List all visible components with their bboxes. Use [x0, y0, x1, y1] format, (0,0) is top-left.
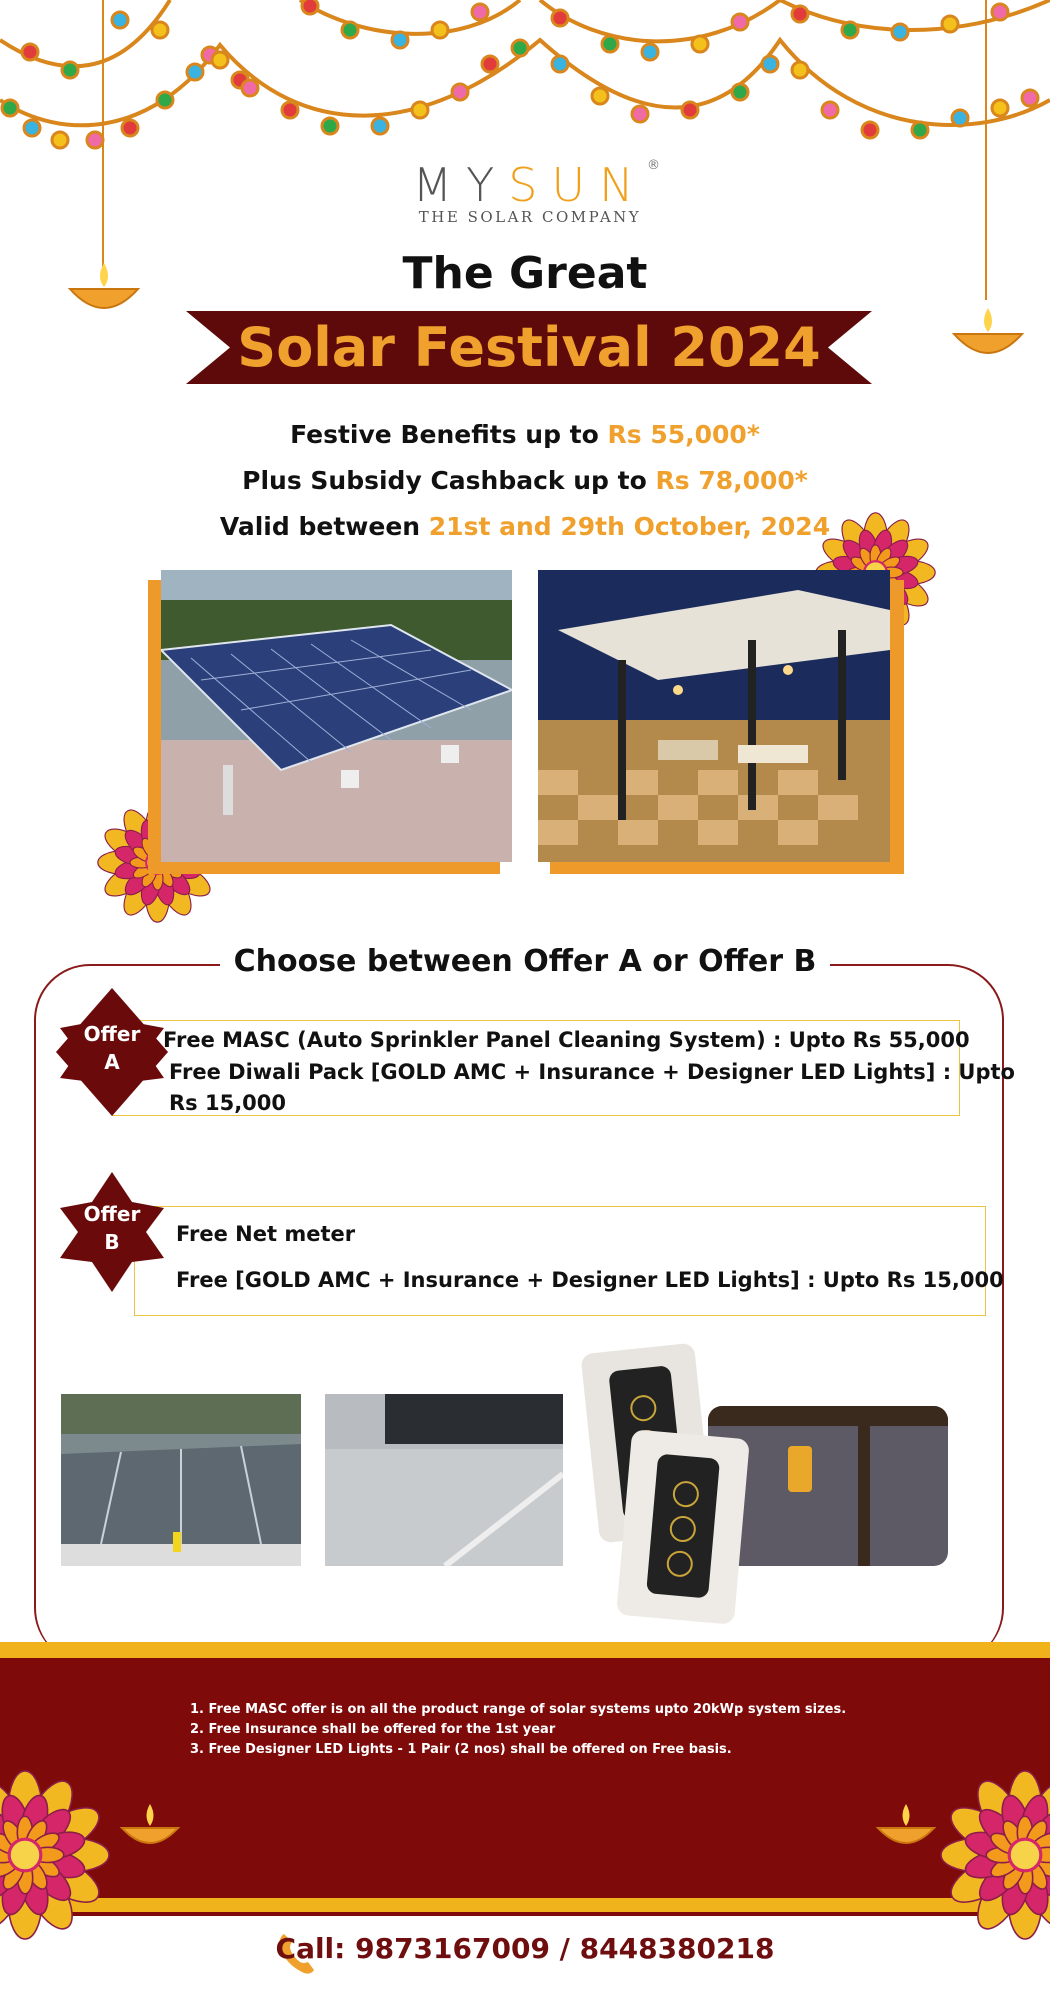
footer-band [0, 1642, 1050, 1916]
garland-bead [452, 84, 468, 100]
garland-bead [892, 24, 908, 40]
garland-bead [512, 40, 528, 56]
garland-bead [822, 102, 838, 118]
garland-bead [242, 80, 258, 96]
offer-a-line-3: Rs 15,000 [169, 1091, 287, 1115]
pergola-photo [538, 570, 890, 862]
garland-bead [152, 22, 168, 38]
offer-section-title: Choose between Offer A or Offer B [220, 944, 831, 979]
sprinkler-photo-1 [61, 1394, 301, 1566]
sprinkler-photo-2 [325, 1394, 563, 1566]
offer-a-line-1: Free MASC (Auto Sprinkler Panel Cleaning System) : Upto Rs 55,000 [163, 1028, 970, 1052]
offer-b-badge-label [56, 1200, 168, 1256]
garland-bead [552, 10, 568, 26]
garland-bead [732, 84, 748, 100]
garland-bead [602, 36, 618, 52]
garland-bead [212, 52, 228, 68]
garland-bead [87, 132, 103, 148]
logo-tagline: THE SOLAR COMPANY [418, 208, 642, 226]
garland-bead [592, 88, 608, 104]
garland-bead [482, 56, 498, 72]
benefit-prefix: Valid between [219, 512, 429, 541]
headline: The Great [402, 248, 648, 299]
garland-bead [942, 16, 958, 32]
benefit-line-2 [0, 466, 1050, 495]
garland-bead [692, 36, 708, 52]
garland-bead [762, 56, 778, 72]
rangoli-center [1009, 1839, 1041, 1871]
registered-mark: ® [647, 158, 660, 173]
diya-icon [874, 1800, 938, 1856]
garland-bead [282, 102, 298, 118]
garland-bead [62, 62, 78, 78]
garland-bead [992, 4, 1008, 20]
badge-letter: B [104, 1230, 120, 1254]
garland-bead [842, 22, 858, 38]
benefit-line-1 [0, 420, 1050, 449]
garland-bead [682, 102, 698, 118]
garland-bead [2, 100, 18, 116]
offer-a-line-2: Free Diwali Pack [GOLD AMC + Insurance + Designer LED Lights] : Upto [169, 1060, 1015, 1084]
garland-bead [992, 100, 1008, 116]
garland-bead [342, 22, 358, 38]
garland-bead [642, 44, 658, 60]
logo-text-my: MY [412, 158, 509, 212]
call-text[interactable]: Call: 9873167009 / 8448380218 [275, 1932, 775, 1965]
garland-bead [862, 122, 878, 138]
offer-b-line-1: Free Net meter [176, 1222, 356, 1246]
badge-letter: A [104, 1050, 120, 1074]
rangoli-icon [0, 1760, 120, 1950]
benefit-prefix: Festive Benefits up to [290, 420, 608, 449]
garland-bead [1022, 90, 1038, 106]
garland-bead [122, 120, 138, 136]
footer-stripe [0, 1898, 1050, 1912]
garland-bead [302, 0, 318, 14]
brand-logo [400, 158, 660, 226]
garland-bead [792, 6, 808, 22]
garland-bead [912, 122, 928, 138]
garland-bead [732, 14, 748, 30]
rangoli-center [9, 1839, 41, 1871]
garland-bead [472, 4, 488, 20]
garland-bead [952, 110, 968, 126]
benefit-highlight: 21st and 29th October, 2024 [428, 512, 831, 541]
diya-icon [948, 300, 1028, 380]
badge-word: Offer [83, 1022, 141, 1046]
note-1: 1. Free MASC offer is on all the product range of solar systems upto 20kWp system sizes. [190, 1702, 847, 1717]
garland-bead [322, 118, 338, 134]
diya-icon [118, 1800, 182, 1856]
banner-title: Solar Festival 2024 [237, 316, 821, 379]
badge-word: Offer [83, 1202, 141, 1226]
logo-text-sun: SUN [508, 158, 648, 212]
offer-b-line-2: Free [GOLD AMC + Insurance + Designer LED Lights] : Upto Rs 15,000 [176, 1268, 1004, 1292]
garland-bead [552, 56, 568, 72]
lamp-photo-2 [616, 1429, 750, 1625]
garland-bead [157, 92, 173, 108]
garland-bead [372, 118, 388, 134]
offer-a-badge-label [56, 1020, 168, 1076]
garland-bead [22, 44, 38, 60]
note-2: 2. Free Insurance shall be offered for the 1st year [190, 1722, 556, 1737]
rangoli-icon [930, 1760, 1050, 1950]
benefit-highlight: Rs 78,000* [655, 466, 808, 495]
garland-bead [792, 62, 808, 78]
garland-bead [632, 106, 648, 122]
garland-bead [52, 132, 68, 148]
garland-bead [432, 22, 448, 38]
footer-stripe [0, 1642, 1050, 1658]
garland-bead [412, 102, 428, 118]
garland-bead [187, 64, 203, 80]
benefit-highlight: Rs 55,000* [607, 420, 760, 449]
garland-bead [24, 120, 40, 136]
note-3: 3. Free Designer LED Lights - 1 Pair (2 nos) shall be offered on Free basis. [190, 1742, 732, 1757]
benefit-prefix: Plus Subsidy Cashback up to [242, 466, 656, 495]
solar-panel-photo [161, 570, 512, 862]
garland-bead [112, 12, 128, 28]
garland-bead [392, 32, 408, 48]
